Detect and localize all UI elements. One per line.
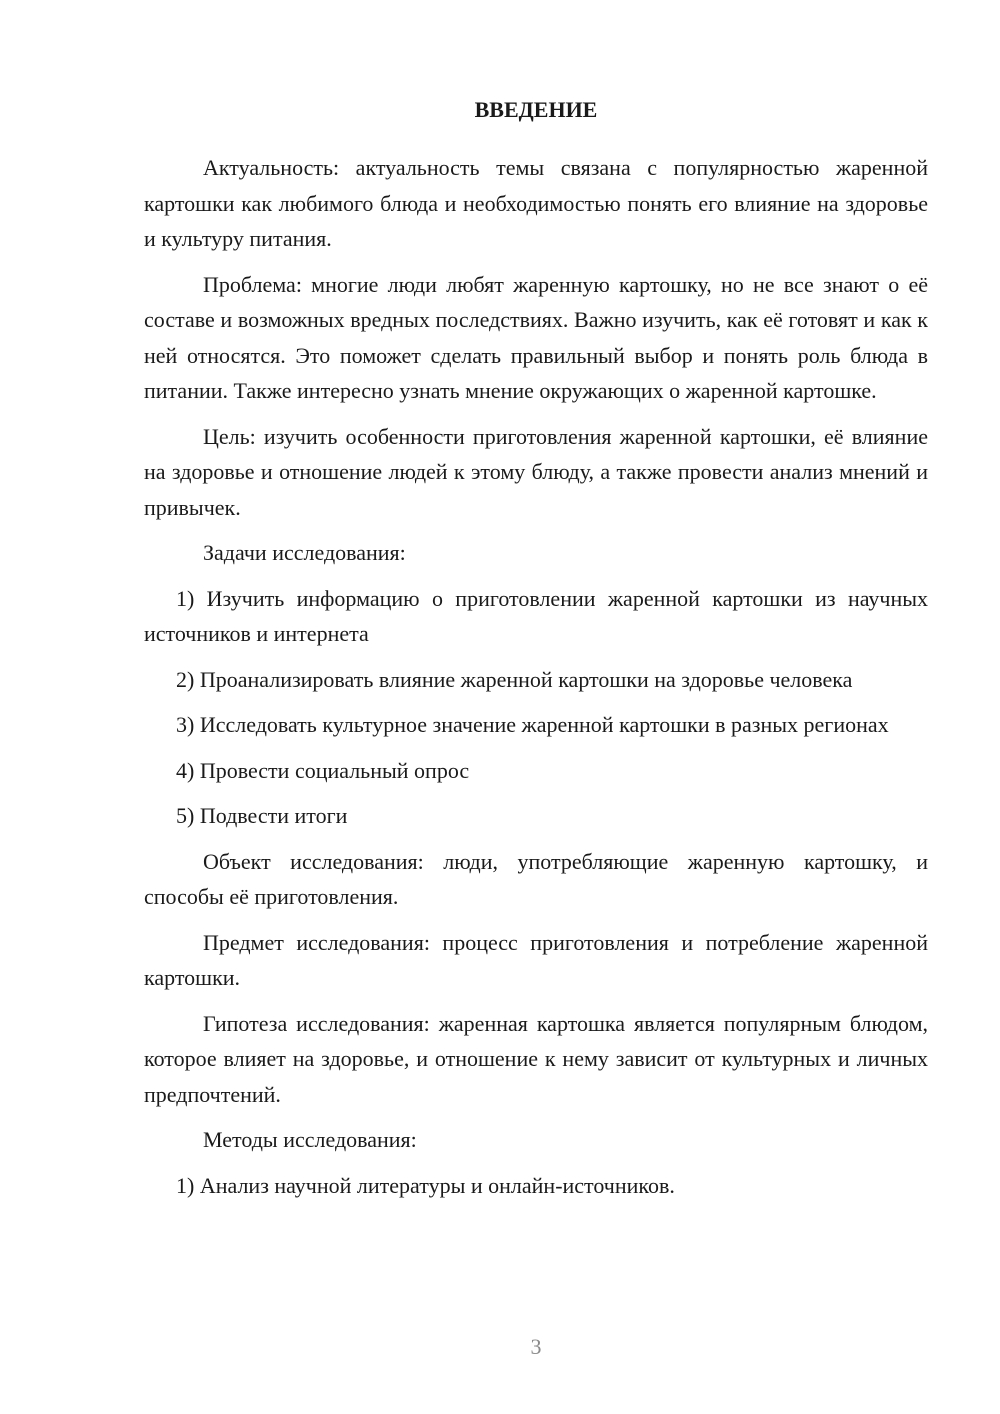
paragraph-hypothesis: Гипотеза исследования: жаренная картошка является популярным блюдом, которое влияет на здоровье, и отношение к нему зависит от культурных и личных предпочтений. <box>144 1010 928 1107</box>
document-page <box>144 92 928 1203</box>
paragraph-relevance: Актуальность: актуальность темы связана с популярностью жаренной картошки как любимого блюда и необходимостью понять его влияние на здоровье и культуру питания. <box>144 155 928 251</box>
paragraph-goal: Цель: изучить особенности приготовления жаренной картошки, её влияние на здоровье и отношение людей к этому блюду, а также провести анализ мнений и привычек. <box>144 423 928 520</box>
paragraph-subject: Предмет исследования: процесс приготовления и потребление жаренной картошки. <box>144 929 928 990</box>
task-item: 1) Изучить информацию о приготовлении жаренной картошки из научных источников и интернета <box>144 585 928 646</box>
page-number: 3 <box>530 1334 542 1359</box>
task-item: 3) Исследовать культурное значение жаренной картошки в разных регионах <box>176 712 889 737</box>
task-item: 5) Подвести итоги <box>176 803 348 828</box>
task-item: 4) Провести социальный опрос <box>176 757 470 783</box>
tasks-heading: Задачи исследования: <box>203 540 406 565</box>
paragraph-object: Объект исследования: люди, употребляющие жаренную картошку, и способы её приготовления. <box>144 848 928 909</box>
section-title: ВВЕДЕНИЕ <box>474 97 598 122</box>
methods-heading: Методы исследования: <box>203 1127 417 1152</box>
task-item: 2) Проанализировать влияние жаренной картошки на здоровье человека <box>176 666 853 692</box>
method-item: 1) Анализ научной литературы и онлайн-источников. <box>176 1172 675 1198</box>
paragraph-problem: Проблема: многие люди любят жаренную картошку, но не все знают о её составе и возможных вредных последствиях. Важно изучить, как её готовят и как к ней относятся. Это поможет сделать правильный выбор и понять роль блюда в питании. Также интересно узнать мнение окружающих о жаренной картошке. <box>144 271 928 403</box>
